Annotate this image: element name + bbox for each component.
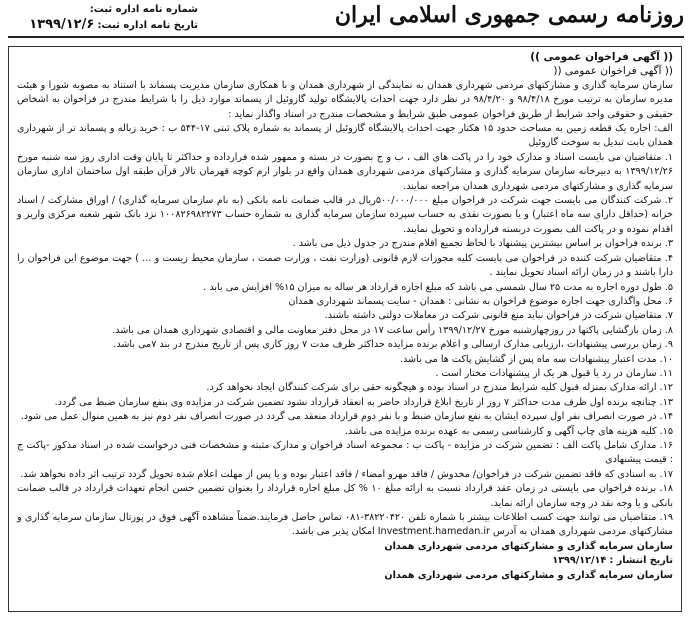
notice-heading: (( آگهی فراخوان عمومی )) bbox=[530, 51, 673, 63]
notice-item: ۷. متقاضیان شرکت در فراخوان نباید منع قانونی شرکت در معاملات دولتی داشته باشند. bbox=[324, 310, 673, 322]
notice-item: ۱۰. مدت اعتبار پیشنهادات سه ماه پس از گشایش پاکت ها می باشد. bbox=[399, 353, 673, 365]
notice-item: ۱۴. در صورت انصراف نفر اول سپرده ایشان به نفع سازمان ضبط و با نفر دوم قرارداد منعقد می گردد در صورت انصراف نفر دوم نیز به همین منوال عمل می شود. bbox=[20, 411, 673, 423]
masthead bbox=[8, 2, 684, 46]
notice-item: ۶. محل واگذاری جهت اجاره موضوع فراخوان به نشانی : همدان - سایت پسماند شهرداری همدان bbox=[288, 295, 673, 307]
public-call-notice bbox=[8, 46, 682, 612]
notice-item: ۱۳. چنانچه برنده اول ظرف مدت حداکثر ۷ روز از تاریخ ابلاغ قرارداد حاضر به انعقاد قرارداد نشود تضمین شرکت در مزایده وی بنفع سازمان ضبط می گردد. bbox=[54, 396, 673, 408]
notice-item: ۱۲. ارائه مدارک بمنزله قبول کلیه شرایط مندرج در اسناد بوده و هیچگونه حقی برای شرکت کنندگان ایجاد نخواهد کرد. bbox=[206, 382, 673, 394]
publish-date: تاریخ انتشار : ۱۳۹۹/۱۲/۱۴ bbox=[552, 555, 673, 567]
notice-subheading: (( آگهی فراخوان عمومی (( bbox=[553, 65, 673, 78]
notice-item: ۱۶. مدارک شامل پاکت الف : تضمین شرکت در مزایده - پاکت ب : مجموعه اسناد فراخوان و مدارک مثبته و مشخصات فنی درخواست شده در اسناد مذکور -پاکت ج : قیمت پیشنهادی bbox=[17, 439, 673, 466]
signature-line: سازمان سرمایه گذاری و مشارکتهای مردمی شهرداری همدان bbox=[384, 540, 673, 552]
notice-intro: سازمان سرمایه گذاری و مشارکتهای مردمی شهرداری همدان به نمایندگی از شهرداری همدان و با همکاری سازمان مدیریت پسماند با استناد به مصوبه شورا و هیئت مدیره سازمان به ترتیب مورخ ۹۸/۴/۱۸ و ۹۸/۴/۲۰ در نظر دارد جهت احداث پالایشگاه تولید گازوئیل از پسماند موارد ذیل را با شرایط مندرج در فراخوان به اشخاص حقیقی و حقوقی واجد شرایط از طریق فراخوان عمومی طبق شرایط و مشخصات مندرج در اسناد واگذار نماید : bbox=[17, 79, 673, 120]
notice-item: ۳. برنده فراخوان بر اساس بیشترین پیشنهاد با لحاظ تجمیع اقلام مندرج در جدول ذیل می باشد . bbox=[292, 238, 673, 250]
registration-date-label: تاریخ نامه اداره ثبت: bbox=[97, 20, 198, 31]
registration-date-row bbox=[8, 17, 198, 33]
notice-item: ۵. طول دوره اجاره به مدت ۲۵ سال شمسی می باشد که مبلغ اجاره قرارداد هر ساله به میزان ۱۵% افزایش می یابد . bbox=[203, 281, 673, 293]
notice-item: ۱۹. متقاضیان می توانند جهت کسب اطلاعات بیشتر با شماره تلفن ۳۸۲۲۰۴۲۰-۰۸۱ تماس حاصل فرمایند.ضمناً مشاهده آگهی فوق در پورتال سازمان سرمایه گذاری و مشارکتهای مردمی شهرداری همدان به آدرس Investment.hamedan.ir امکان پذیر می باشد. bbox=[17, 512, 673, 538]
masthead-divider bbox=[8, 36, 684, 38]
notice-item: ۴. متقاضیان شرکت کننده در فراخوان می بایست کلیه مجوزات لازم قانونی (وزارت نفت ، وزارت صمت ، سازمان محیط زیست و ... ) جهت موضوع این فراخوان را دارا باشند و در زمان ارائه اسناد تحویل نمایند . bbox=[17, 252, 673, 279]
registration-number-label: شماره نامه اداره ثبت: bbox=[89, 4, 198, 15]
notice-item: ۱۵. کلیه هزینه های چاپ آگهی و کارشناسی رسمی به عهده برنده مزایده می باشد. bbox=[344, 425, 673, 437]
registration-meta bbox=[8, 2, 198, 33]
notice-item: ۱۷. به اسنادی که فاقد تضمین شرکت در فراخوان/ مخدوش / فاقد مهرو امضاء / فاقد اعتبار بوده و یا پس از مهلت اعلام شده تحویل گردد ترتیب اثر داده نخواهد شد. bbox=[20, 468, 673, 480]
registration-date-value: ۱۳۹۹/۱۲/۶ bbox=[29, 17, 95, 32]
notice-item: ۱. متقاضیان می بایست اسناد و مدارک خود را در پاکت های الف ، ب و ج بصورت در بسته و ممهور شده فرارداده و حداکثر تا پایان وقت اداری روز سه شنبه مورخ ۱۳۹۹/۱۲/۲۶ به دبیرخانه سازمان سرمایه گذاری و مشارکتهای مردمی شهرداری همدان واقع در بلوار ارم کوچه قهرمان تالار قرآن طبقه اول ساختمان اداری سازمان سرمایه گذاری و مشارکتهای مردمی شهرداری همدان مراجعه نمایند. bbox=[17, 151, 673, 192]
newspaper-title: روزنامه رسمی جمهوری اسلامی ایران bbox=[334, 2, 684, 28]
notice-item: ۱۸. برنده فراخوان می بایستی در زمان عقد قرارداد نسبت به ارائه مبلغ ۱۰ % کل مبلغ اجاره قرارداد را بعنوان تضمین حسن انجام تعهدات قرارداد در قالب ضمانت بانکی و یا وجه نقد در وجه سازمان ارائه نماید. bbox=[17, 483, 673, 509]
notice-item: ۲. شرکت کنندگان می بایست جهت شرکت در فراخوان مبلغ ۵۰۰/۰۰۰/۰۰۰ریال در قالب ضمانت نامه بانکی (به نام سازمان سرمایه گذاری) / اوراق مشارکت / اسناد خزانه (حداقل دارای سه ماه اعتبار) و یا بصورت نقدی به حساب سپرده سازمان سرمایه گذاری به شماره حساب ۱۰۰۸۲۶۹۸۲۲۷۳ نزد بانک شهر شعبه مرکزی واریز و اقدام نموده و در پاکت الف بصورت دربسته فرارداده و تحویل نمایند. bbox=[17, 195, 673, 235]
notice-item: ۹. زمان بررسی پیشنهادات ،ارزیابی مدارک ارسالی و اعلام برنده مزایده حداکثر ظرف مدت ۷ روز کاری پس از تاریخ مندرج در بند ۷می باشد. bbox=[113, 339, 673, 351]
signature-line: سازمان سرمایه گذاری و مشارکتهای مردمی شهرداری همدان bbox=[384, 569, 673, 581]
notice-item: الف: اجاره یک قطعه زمین به مساحت حدود ۱۵ هکتار جهت احداث پالایشگاه گازوئیل از پسماند به شماره پلاک ثبتی ۱۷-۵۴۴ ب : خرید زباله و پسماند تر از شهرداری همدان بابت تبدیل به سوخت گازوئیل bbox=[17, 123, 673, 149]
notice-item: ۸. زمان بازگشایی پاکتها در روزچهارشنبه مورخ ۱۳۹۹/۱۲/۲۷ رأس ساعت ۱۷ در محل دفتر معاونت مالی و اقتصادی شهرداری همدان می باشد. bbox=[112, 324, 673, 336]
notice-item: ۱۱. سازمان در رد یا قبول هر یک از پیشنهادات مختار است . bbox=[435, 367, 673, 379]
